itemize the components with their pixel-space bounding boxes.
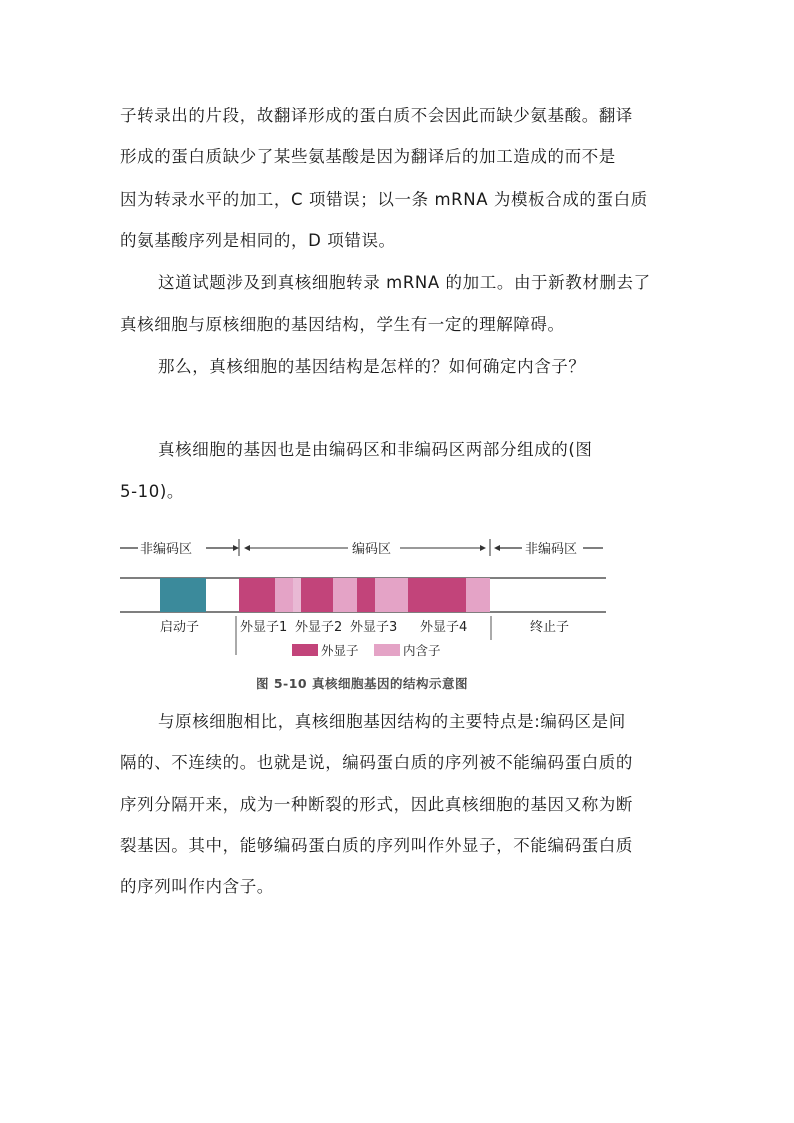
exon-1-label: 外显子1 [240,620,288,635]
segment-labels [160,616,569,655]
text-line: 隔的、不连续的。也就是说，编码蛋白质的序列被不能编码蛋白质的 [120,753,633,772]
region-mid-label: 编码区 [352,542,392,557]
text-line: 5-10)。 [120,482,184,501]
region-left-label: 非编码区 [140,542,193,557]
legend-intron-label: 内含子 [403,643,441,658]
figure-legend [292,643,441,658]
intron-block [293,578,301,612]
intron-block [275,578,293,612]
region-markers [120,539,603,557]
text-line: 序列分隔开来，成为一种断裂的形式，因此真核细胞的基因又称为断 [120,795,633,814]
exon-3-label: 外显子3 [350,620,398,635]
exon-2-block [301,578,333,612]
intron-block [466,578,490,612]
exon-1-block [239,578,275,612]
text-line: 因为转录水平的加工，C 项错误；以一条 mRNA 为模板合成的蛋白质 [120,190,648,209]
text-line: 这道试题涉及到真核细胞转录 mRNA 的加工。由于新教材删去了 [158,273,651,292]
text-line: 裂基因。其中，能够编码蛋白质的序列叫作外显子，不能编码蛋白质 [120,836,633,855]
intron-block [333,578,357,612]
promoter-label: 启动子 [160,620,200,635]
text-line: 真核细胞的基因也是由编码区和非编码区两部分组成的(图 [158,440,593,459]
terminator-label: 终止子 [530,620,570,635]
gene-bar [120,578,606,612]
text-line: 形成的蛋白质缺少了某些氨基酸是因为翻译后的加工造成的而不是 [120,147,616,166]
text-line: 的氨基酸序列是相同的，D 项错误。 [120,231,396,250]
promoter-block [160,578,206,612]
text-line: 与原核细胞相比，真核细胞基因结构的主要特点是:编码区是间 [158,712,626,731]
legend-exon-swatch [292,644,318,656]
figure-caption: 图 5-10 真核细胞基因的结构示意图 [256,676,468,691]
text-line: 真核细胞与原核细胞的基因结构，学生有一定的理解障碍。 [120,315,565,334]
exon-3-block [357,578,375,612]
legend-intron-swatch [374,644,400,656]
legend-exon-label: 外显子 [321,643,359,658]
exon-4-block [408,578,466,612]
text-line: 子转录出的片段，故翻译形成的蛋白质不会因此而缺少氨基酸。翻译 [120,106,633,125]
text-line: 的序列叫作内含子。 [120,877,274,896]
exon-2-label: 外显子2 [295,620,343,635]
text-line: 那么，真核细胞的基因结构是怎样的？如何确定内含子？ [158,357,586,376]
region-right-label: 非编码区 [525,542,578,557]
intron-block [375,578,408,612]
exon-4-label: 外显子4 [420,620,468,635]
